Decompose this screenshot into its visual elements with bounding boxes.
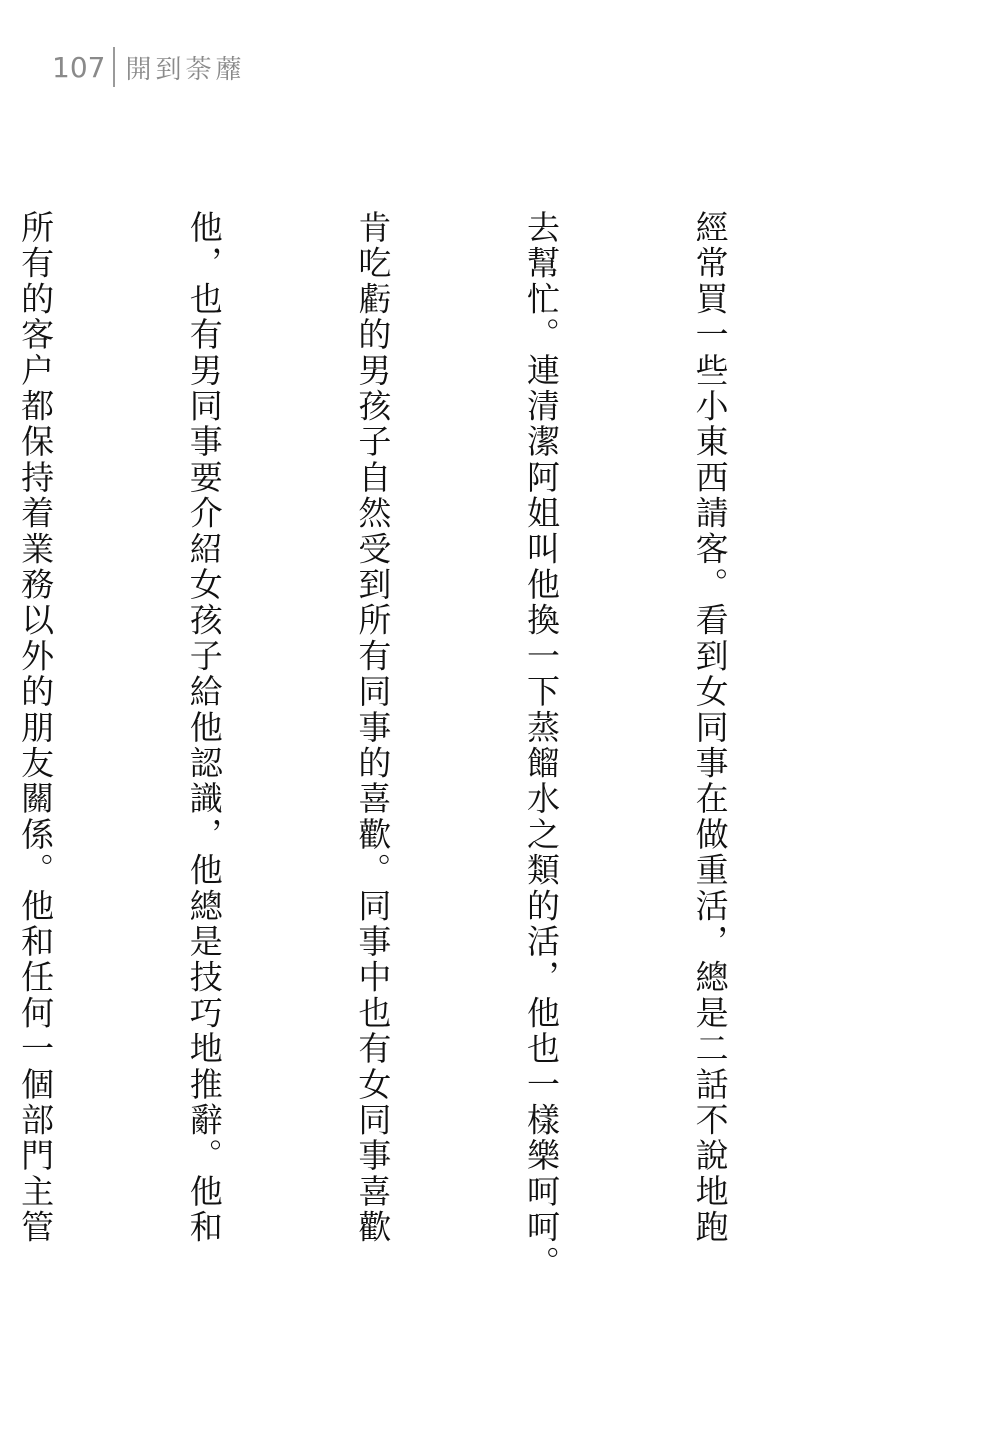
page-header — [52, 44, 245, 90]
book-title: 開到荼蘼 — [125, 54, 246, 85]
text-line: 肯吃虧的男孩子自然受到所有同事的喜歡。同事中也有女同事喜歡 — [353, 210, 393, 1246]
text-line: 他，也有男同事要介紹女孩子給他認識，他總是技巧地推辭。他和 — [184, 210, 224, 1246]
header-divider — [113, 47, 115, 87]
page-number: 107 — [52, 50, 106, 84]
text-line: 經常買一些小東西請客。看到女同事在做重活，總是二話不說地跑 — [690, 210, 730, 1246]
text-line: 去幫忙。連清潔阿姐叫他換一下蒸餾水之類的活，他也一樣樂呵呵。 — [521, 210, 561, 1281]
text-line: 所有的客户都保持着業務以外的朋友關係。他和任何一個部門主管 — [16, 210, 56, 1246]
vertical-body-text — [0, 210, 850, 1290]
